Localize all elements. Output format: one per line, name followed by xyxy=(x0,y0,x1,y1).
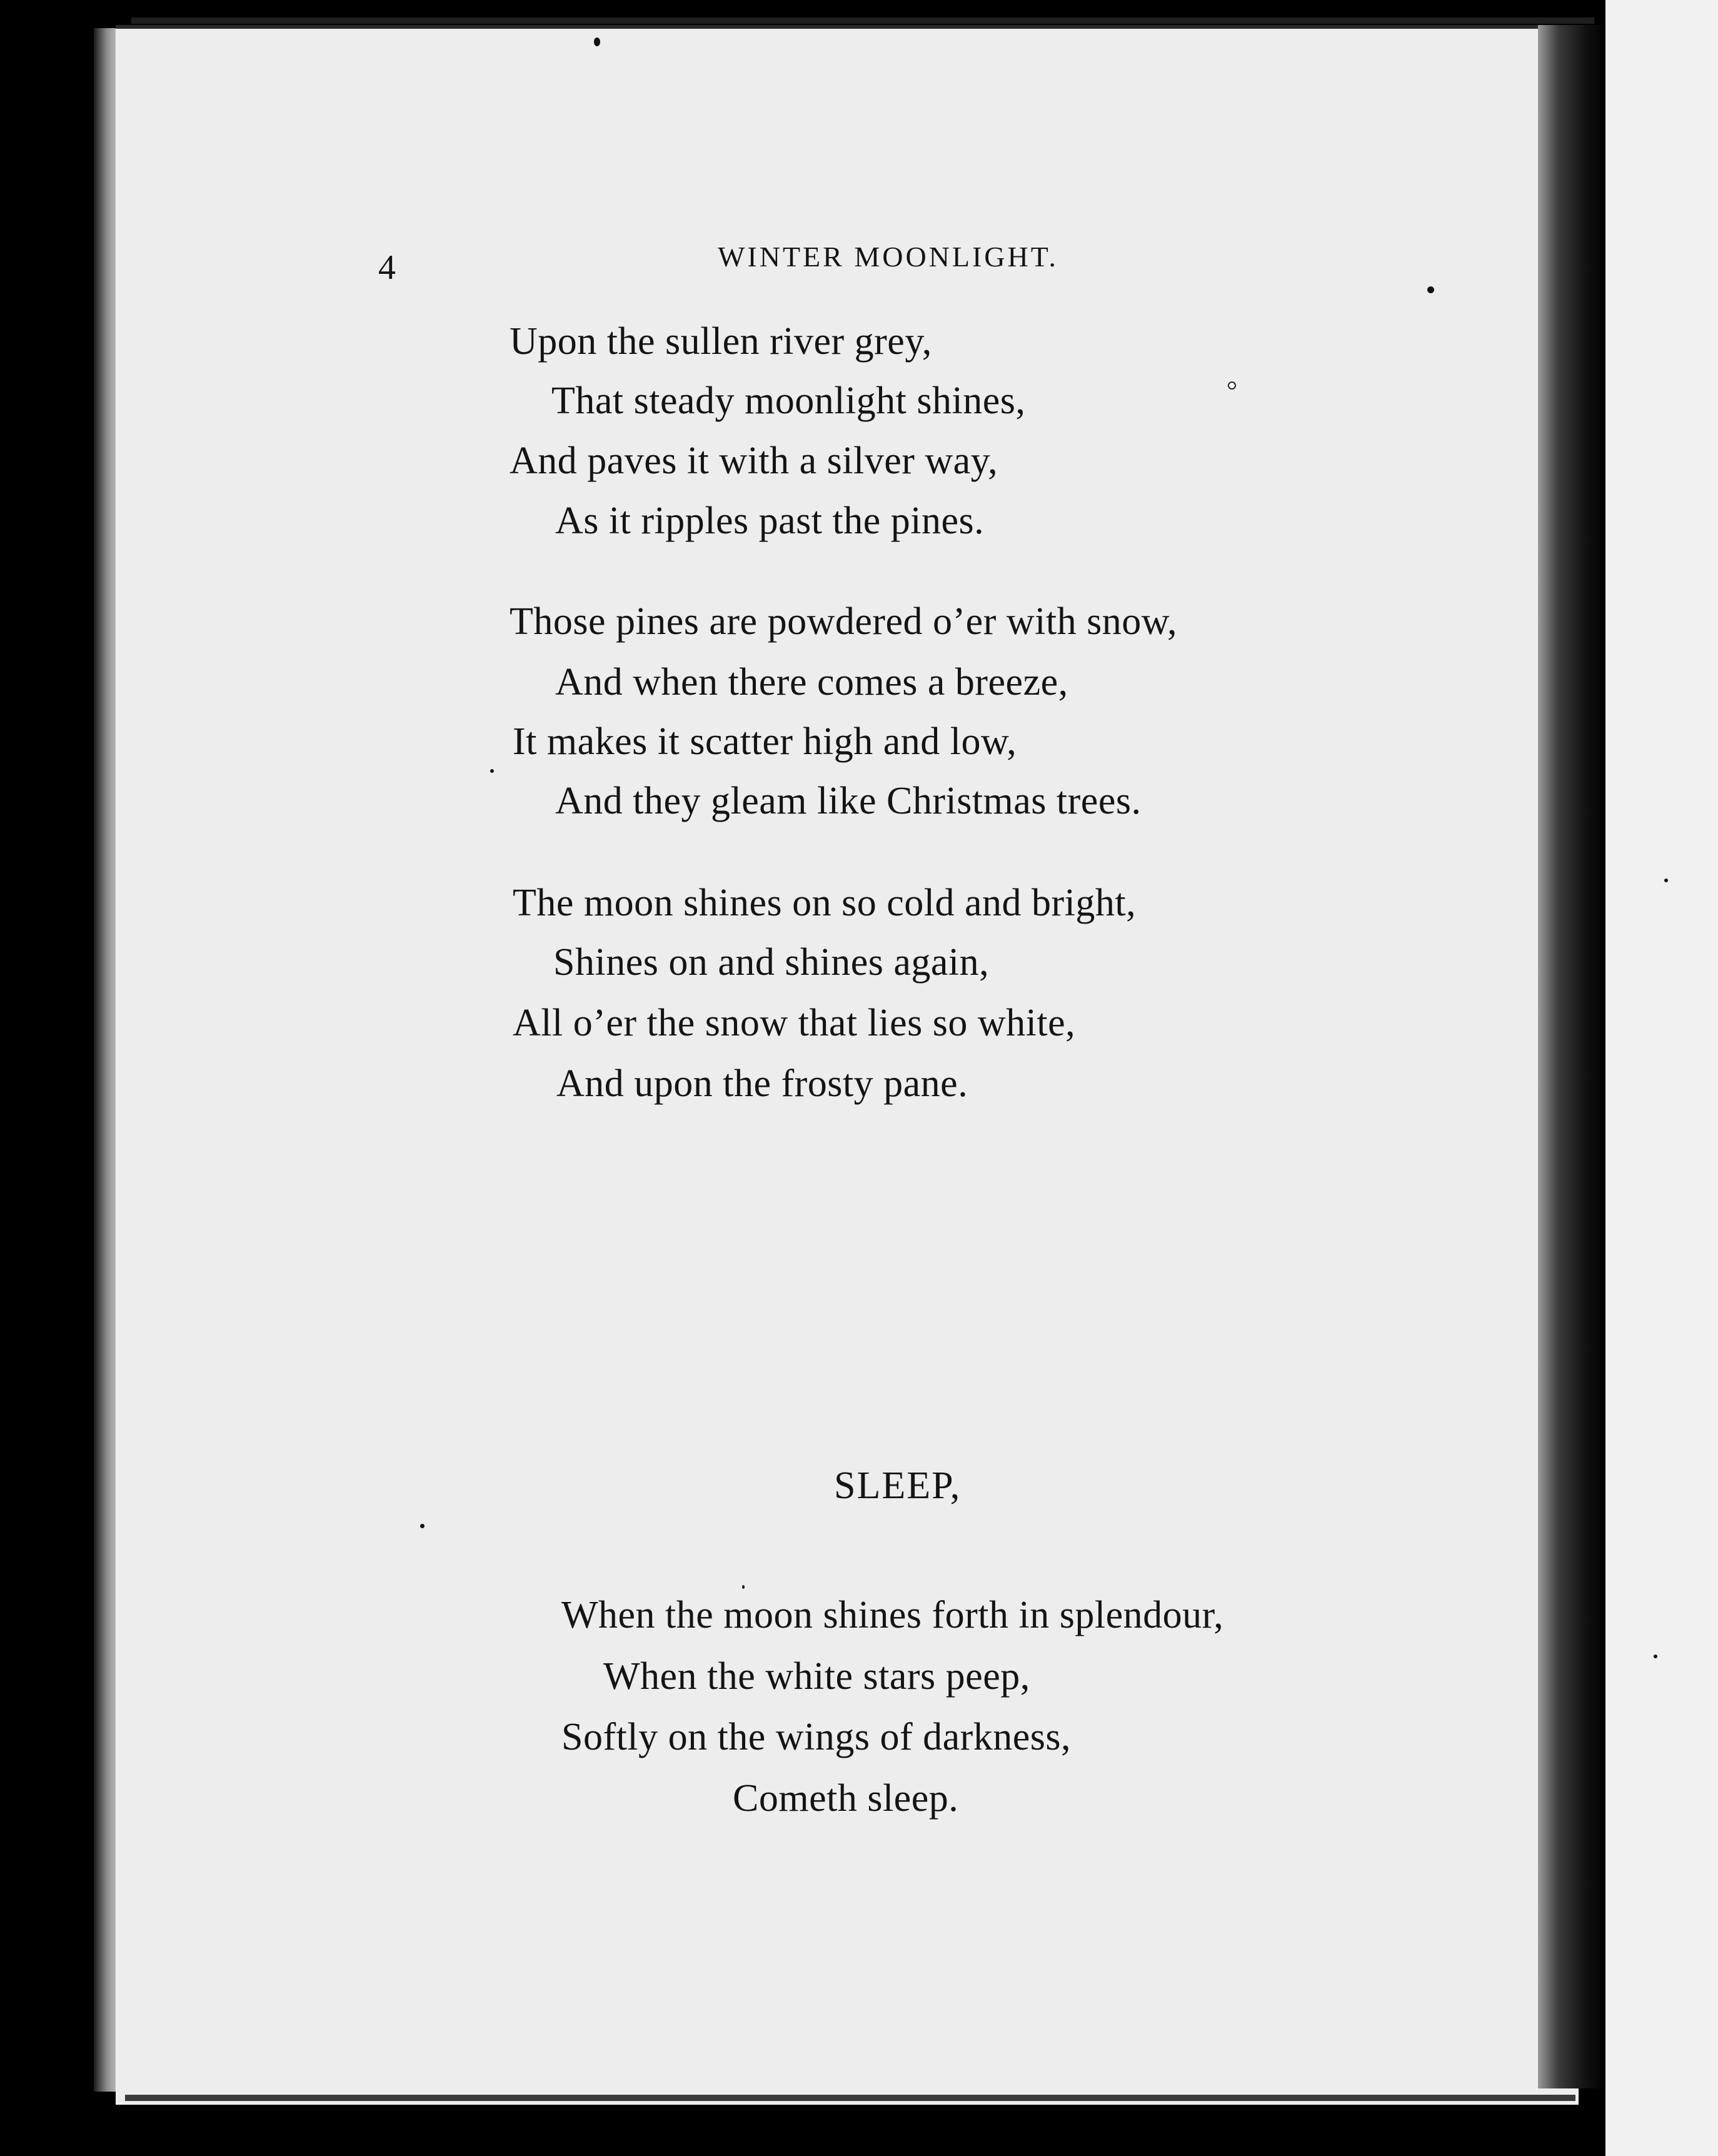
poem-line: Cometh sleep. xyxy=(733,1777,959,1820)
book-gutter xyxy=(1538,25,1607,2088)
page-bottom-edge xyxy=(125,2095,1575,2101)
poem-line: When the white stars peep, xyxy=(603,1655,1030,1698)
poem-line: Those pines are powdered o’er with snow, xyxy=(510,600,1177,643)
page-number: 4 xyxy=(378,248,396,287)
poem-line: The moon shines on so cold and bright, xyxy=(513,882,1137,924)
scan-speck xyxy=(594,38,600,46)
facing-page-edge xyxy=(1605,0,1718,2156)
scan-speck xyxy=(490,769,494,773)
scan-speck xyxy=(420,1524,424,1528)
poem-line: When the moon shines forth in splendour, xyxy=(561,1594,1224,1636)
poem-line: Upon the sullen river grey, xyxy=(510,320,932,363)
poem-line: And upon the frosty pane. xyxy=(556,1062,968,1105)
poem-line: Softly on the wings of darkness, xyxy=(561,1716,1072,1758)
scan-speck xyxy=(1664,879,1668,882)
poem-line: And they gleam like Christmas trees. xyxy=(555,780,1142,822)
poem-line: And paves it with a silver way, xyxy=(510,440,998,482)
scan-speck xyxy=(1654,1655,1657,1658)
scan-speck xyxy=(742,1585,745,1589)
running-title: WINTER MOONLIGHT. xyxy=(718,241,1058,273)
poem-line: All o’er the snow that lies so white, xyxy=(513,1002,1076,1044)
scan-speck xyxy=(1427,286,1434,293)
poem-line: Shines on and shines again, xyxy=(553,941,990,984)
scan-speck xyxy=(1228,381,1236,390)
page-top-edge xyxy=(131,18,1594,24)
poem-title: SLEEP, xyxy=(834,1464,962,1507)
poem-line: That steady moonlight shines, xyxy=(551,380,1026,422)
poem-line: It makes it scatter high and low, xyxy=(513,720,1017,763)
poem-line: As it ripples past the pines. xyxy=(555,500,985,542)
poem-line: And when there comes a breeze, xyxy=(555,661,1068,703)
